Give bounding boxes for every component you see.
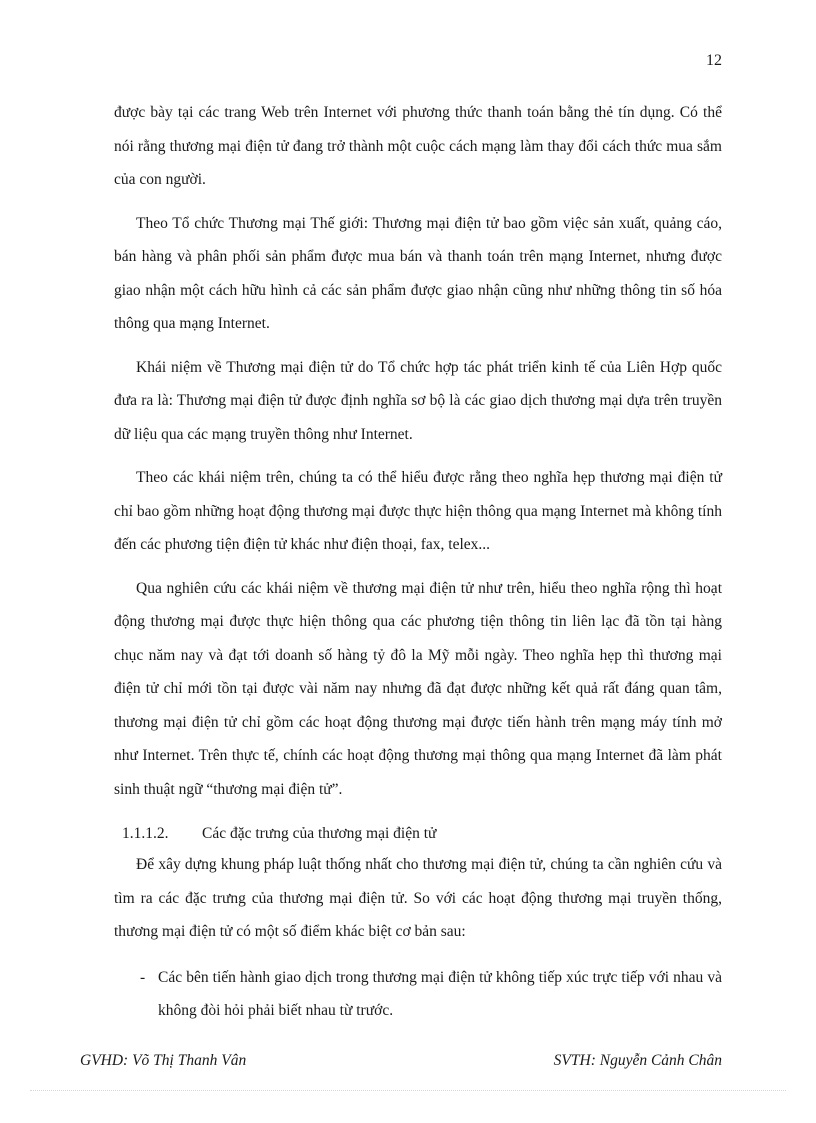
dash-bullet-icon: - xyxy=(140,968,146,986)
footer-supervisor: GVHD: Võ Thị Thanh Vân xyxy=(80,1052,247,1069)
section-heading xyxy=(122,820,722,848)
section-title: Các đặc trưng của thương mại điện tử xyxy=(202,825,437,842)
list-item-text: Các bên tiến hành giao dịch trong thương mại điện tử không tiếp xúc trực tiếp với nhau và không đòi hỏi phải biết nhau từ trước. xyxy=(158,968,722,1019)
paragraph-wto-definition: Theo Tổ chức Thương mại Thế giới: Thương mại điện tử bao gồm việc sản xuất, quảng cáo, bán hàng và phân phối sản phẩm được mua bán và thanh toán trên mạng Internet, nhưng được giao nhận một cách hữu hình cả các sản phẩm được giao nhận cũng như những thông tin số hóa thông qua mạng Internet. xyxy=(114,214,722,332)
paragraph-narrow-sense: Theo các khái niệm trên, chúng ta có thể hiểu được rằng theo nghĩa hẹp thương mại điện tử chỉ bao gồm những hoạt động thương mại được thực hiện thông qua mạng Internet mà không tính đến các phương tiện điện tử khác như điện thoại, fax, telex... xyxy=(114,469,722,553)
paragraph-intro: được bày tại các trang Web trên Internet với phương thức thanh toán bằng thẻ tín dụng. Có thể nói rằng thương mại điện tử đang trở thành một cuộc cách mạng làm thay đổi cách thức mua sắm của con người. xyxy=(114,104,722,188)
footer-student: SVTH: Nguyễn Cảnh Chân xyxy=(553,1052,722,1069)
paragraph-oecd-definition: Khái niệm về Thương mại điện tử do Tổ chức hợp tác phát triển kinh tế của Liên Hợp quốc đưa ra là: Thương mại điện tử được định nghĩa sơ bộ là các giao dịch thương mại dựa trên truyền dữ liệu qua các mạng truyền thông như Internet. xyxy=(114,358,722,443)
page-body xyxy=(114,96,722,1028)
page-edge-divider xyxy=(30,1090,786,1091)
section-intro: Để xây dựng khung pháp luật thống nhất cho thương mại điện tử, chúng ta cần nghiên cứu và tìm ra các đặc trưng của thương mại điện tử. So với các hoạt động thương mại truyền thống, thương mại điện tử có một số điểm khác biệt cơ bản sau: xyxy=(114,856,722,940)
paragraph-broad-sense: Qua nghiên cứu các khái niệm về thương mại điện tử như trên, hiểu theo nghĩa rộng thì hoạt động thương mại được thực hiện thông qua các phương tiện thông tin liên lạc đã tồn tại hàng chục năm nay và đạt tới doanh số hàng tỷ đô la Mỹ mỗi ngày. Theo nghĩa hẹp thì thương mại điện tử chỉ mới tồn tại được vài năm nay nhưng đã đạt được những kết quả rất đáng quan tâm, thương mại điện tử chỉ gồm các hoạt động thương mại được tiến hành trên mạng máy tính mở như Internet. Trên thực tế, chính các hoạt động thương mại thông qua mạng Internet đã làm phát sinh thuật ngữ “thương mại điện tử”. xyxy=(114,579,722,798)
list-item xyxy=(114,961,722,1028)
page-number: 12 xyxy=(706,52,722,69)
section-number: 1.1.1.2. xyxy=(122,825,169,842)
